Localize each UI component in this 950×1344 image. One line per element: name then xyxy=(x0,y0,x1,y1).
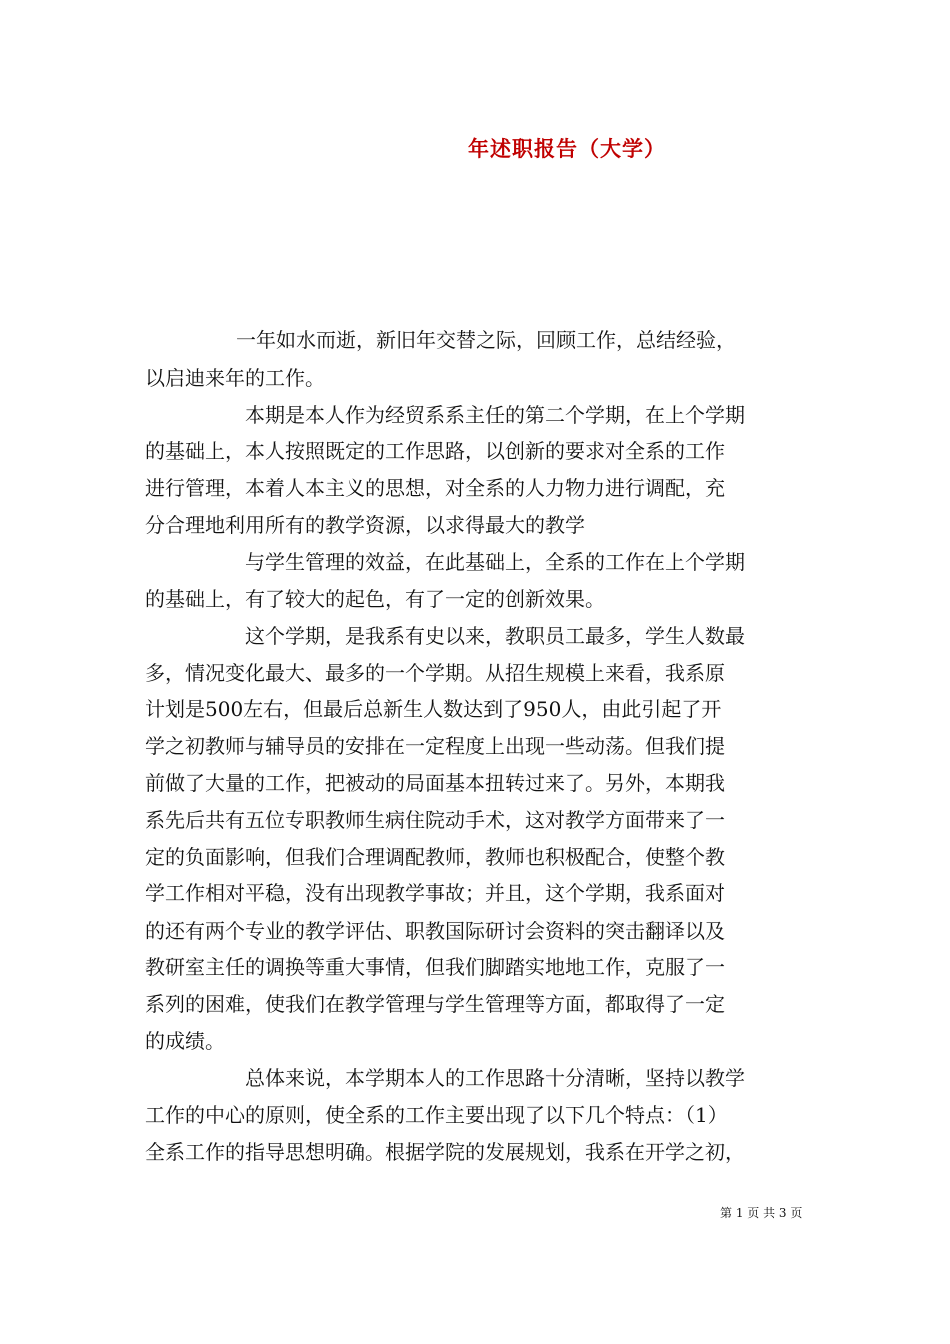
body-line: 本期是本人作为经贸系系主任的第二个学期，在上个学期 xyxy=(245,403,745,427)
body-line: 学之初教师与辅导员的安排在一定程度上出现一些动荡。但我们提 xyxy=(145,734,725,758)
body-line: 的基础上，本人按照既定的工作思路，以创新的要求对全系的工作 xyxy=(145,439,725,463)
body-line: 多，情况变化最大、最多的一个学期。从招生规模上来看，我系原 xyxy=(145,661,725,685)
body-line: 的基础上，有了较大的起色，有了一定的创新效果。 xyxy=(145,587,605,611)
body-line: 工作的中心的原则，使全系的工作主要出现了以下几个特点：（1） xyxy=(145,1103,728,1127)
body-line: 教研室主任的调换等重大事情，但我们脚踏实地地工作，克服了一 xyxy=(145,955,725,979)
body-line: 进行管理，本着人本主义的思想，对全系的人力物力进行调配，充 xyxy=(145,476,725,500)
body-line: 学工作相对平稳，没有出现教学事故；并且，这个学期，我系面对 xyxy=(145,881,725,905)
body-line: 的成绩。 xyxy=(145,1029,225,1053)
body-line: 系先后共有五位专职教师生病住院动手术，这对教学方面带来了一 xyxy=(145,808,725,832)
body-line: 分合理地利用所有的教学资源，以求得最大的教学 xyxy=(145,513,585,537)
document-title: 年述职报告（大学） xyxy=(468,136,666,161)
body-line: 总体来说，本学期本人的工作思路十分清晰，坚持以教学 xyxy=(245,1066,745,1090)
body-line: 全系工作的指导思想明确。根据学院的发展规划，我系在开学之初， xyxy=(145,1140,745,1164)
body-line: 前做了大量的工作，把被动的局面基本扭转过来了。另外，本期我 xyxy=(145,771,725,795)
body-line: 计划是500左右，但最后总新生人数达到了950人，由此引起了开 xyxy=(145,697,722,721)
body-line: 的还有两个专业的教学评估、职教国际研讨会资料的突击翻译以及 xyxy=(145,919,725,943)
body-line: 以启迪来年的工作。 xyxy=(145,366,325,390)
body-line: 一年如水而逝，新旧年交替之际，回顾工作，总结经验， xyxy=(236,328,736,352)
page-footer: 第 1 页 共 3 页 xyxy=(720,1206,803,1220)
body-line: 系列的困难，使我们在教学管理与学生管理等方面，都取得了一定 xyxy=(145,992,725,1016)
body-line: 与学生管理的效益，在此基础上，全系的工作在上个学期 xyxy=(245,550,745,574)
body-line: 这个学期，是我系有史以来，教职员工最多，学生人数最 xyxy=(245,624,745,648)
body-line: 定的负面影响，但我们合理调配教师，教师也积极配合，使整个教 xyxy=(145,845,725,869)
